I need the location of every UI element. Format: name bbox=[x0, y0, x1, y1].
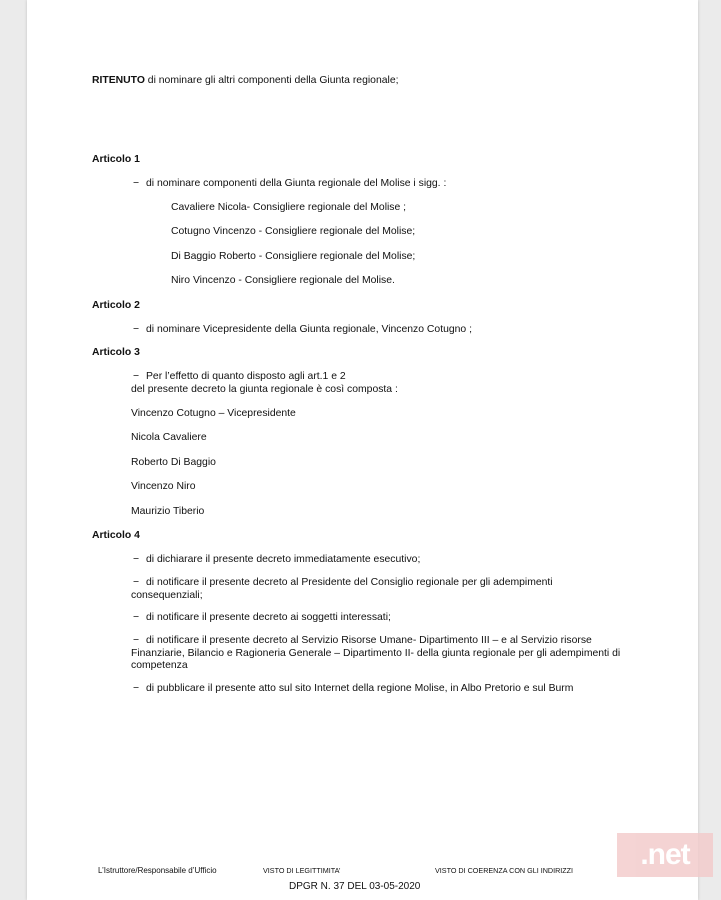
article-1-item-1: di nominare componenti della Giunta regionale del Molise i sigg. : bbox=[146, 178, 447, 189]
article-4-heading: Articolo 4 bbox=[92, 530, 140, 541]
dash-bullet: − bbox=[133, 371, 140, 382]
article-3-continuation: del presente decreto la giunta regionale è così composta : bbox=[131, 384, 398, 395]
dash-bullet: − bbox=[133, 612, 140, 623]
footer-istruttore: L’Istruttore/Responsabile d’Ufficio bbox=[98, 866, 217, 875]
watermark-text: .net bbox=[640, 838, 690, 871]
article-4-item-4: di notificare il presente decreto al Servizio Risorse Umane- Dipartimento III – e al Servizio risorse Finanziarie, Bilancio e Ragioneria Generale – Dipartimento II- della giunta regionale per gli adempimenti di competenza bbox=[131, 635, 621, 671]
article-3-member-2: Nicola Cavaliere bbox=[131, 432, 207, 443]
dash-bullet: − bbox=[133, 554, 140, 565]
article-1-name-1: Cavaliere Nicola- Consigliere regionale del Molise ; bbox=[171, 202, 407, 213]
article-1-name-4: Niro Vincenzo - Consigliere regionale del Molise. bbox=[171, 275, 395, 286]
article-2-item-1: di nominare Vicepresidente della Giunta regionale, Vincenzo Cotugno ; bbox=[146, 324, 472, 335]
article-4-item-5: di pubblicare il presente atto sul sito Internet della regione Molise, in Albo Pretorio e sul Burm bbox=[146, 683, 574, 694]
article-1-name-3: Di Baggio Roberto - Consigliere regionale del Molise; bbox=[171, 251, 416, 262]
footer-document-id: DPGR N. 37 DEL 03-05-2020 bbox=[289, 881, 421, 892]
footer-visto-coerenza: VISTO DI COERENZA CON GLI INDIRIZZI bbox=[435, 866, 574, 875]
watermark-logo bbox=[617, 833, 713, 877]
dash-bullet: − bbox=[133, 324, 140, 335]
document-page bbox=[27, 0, 698, 900]
preamble-line bbox=[92, 75, 398, 88]
dash-bullet: − bbox=[133, 577, 140, 588]
dash-bullet: − bbox=[133, 178, 140, 189]
article-4-item-2: di notificare il presente decreto al Presidente del Consiglio regionale per gli adempimenti consequenziali; bbox=[131, 577, 553, 601]
article-3-member-4: Vincenzo Niro bbox=[131, 481, 196, 492]
dash-bullet: − bbox=[133, 683, 140, 694]
article-4-item-3: di notificare il presente decreto ai soggetti interessati; bbox=[146, 612, 391, 623]
article-4-item-1: di dichiarare il presente decreto immediatamente esecutivo; bbox=[146, 554, 421, 565]
article-3-member-3: Roberto Di Baggio bbox=[131, 457, 216, 468]
preamble-text: di nominare gli altri componenti della Giunta regionale; bbox=[144, 75, 399, 86]
footer-visto-legittimita: VISTO DI LEGITTIMITA’ bbox=[263, 866, 341, 875]
article-1-heading: Articolo 1 bbox=[92, 154, 140, 165]
article-3-heading: Articolo 3 bbox=[92, 347, 140, 358]
article-2-heading: Articolo 2 bbox=[92, 300, 140, 311]
article-3-item-1: Per l’effetto di quanto disposto agli art.1 e 2 bbox=[146, 371, 346, 382]
preamble-keyword: RITENUTO bbox=[92, 75, 145, 86]
dash-bullet: − bbox=[133, 635, 140, 646]
article-3-member-5: Maurizio Tiberio bbox=[131, 506, 205, 517]
article-1-name-2: Cotugno Vincenzo - Consigliere regionale del Molise; bbox=[171, 226, 416, 237]
article-3-member-1: Vincenzo Cotugno – Vicepresidente bbox=[131, 408, 296, 419]
